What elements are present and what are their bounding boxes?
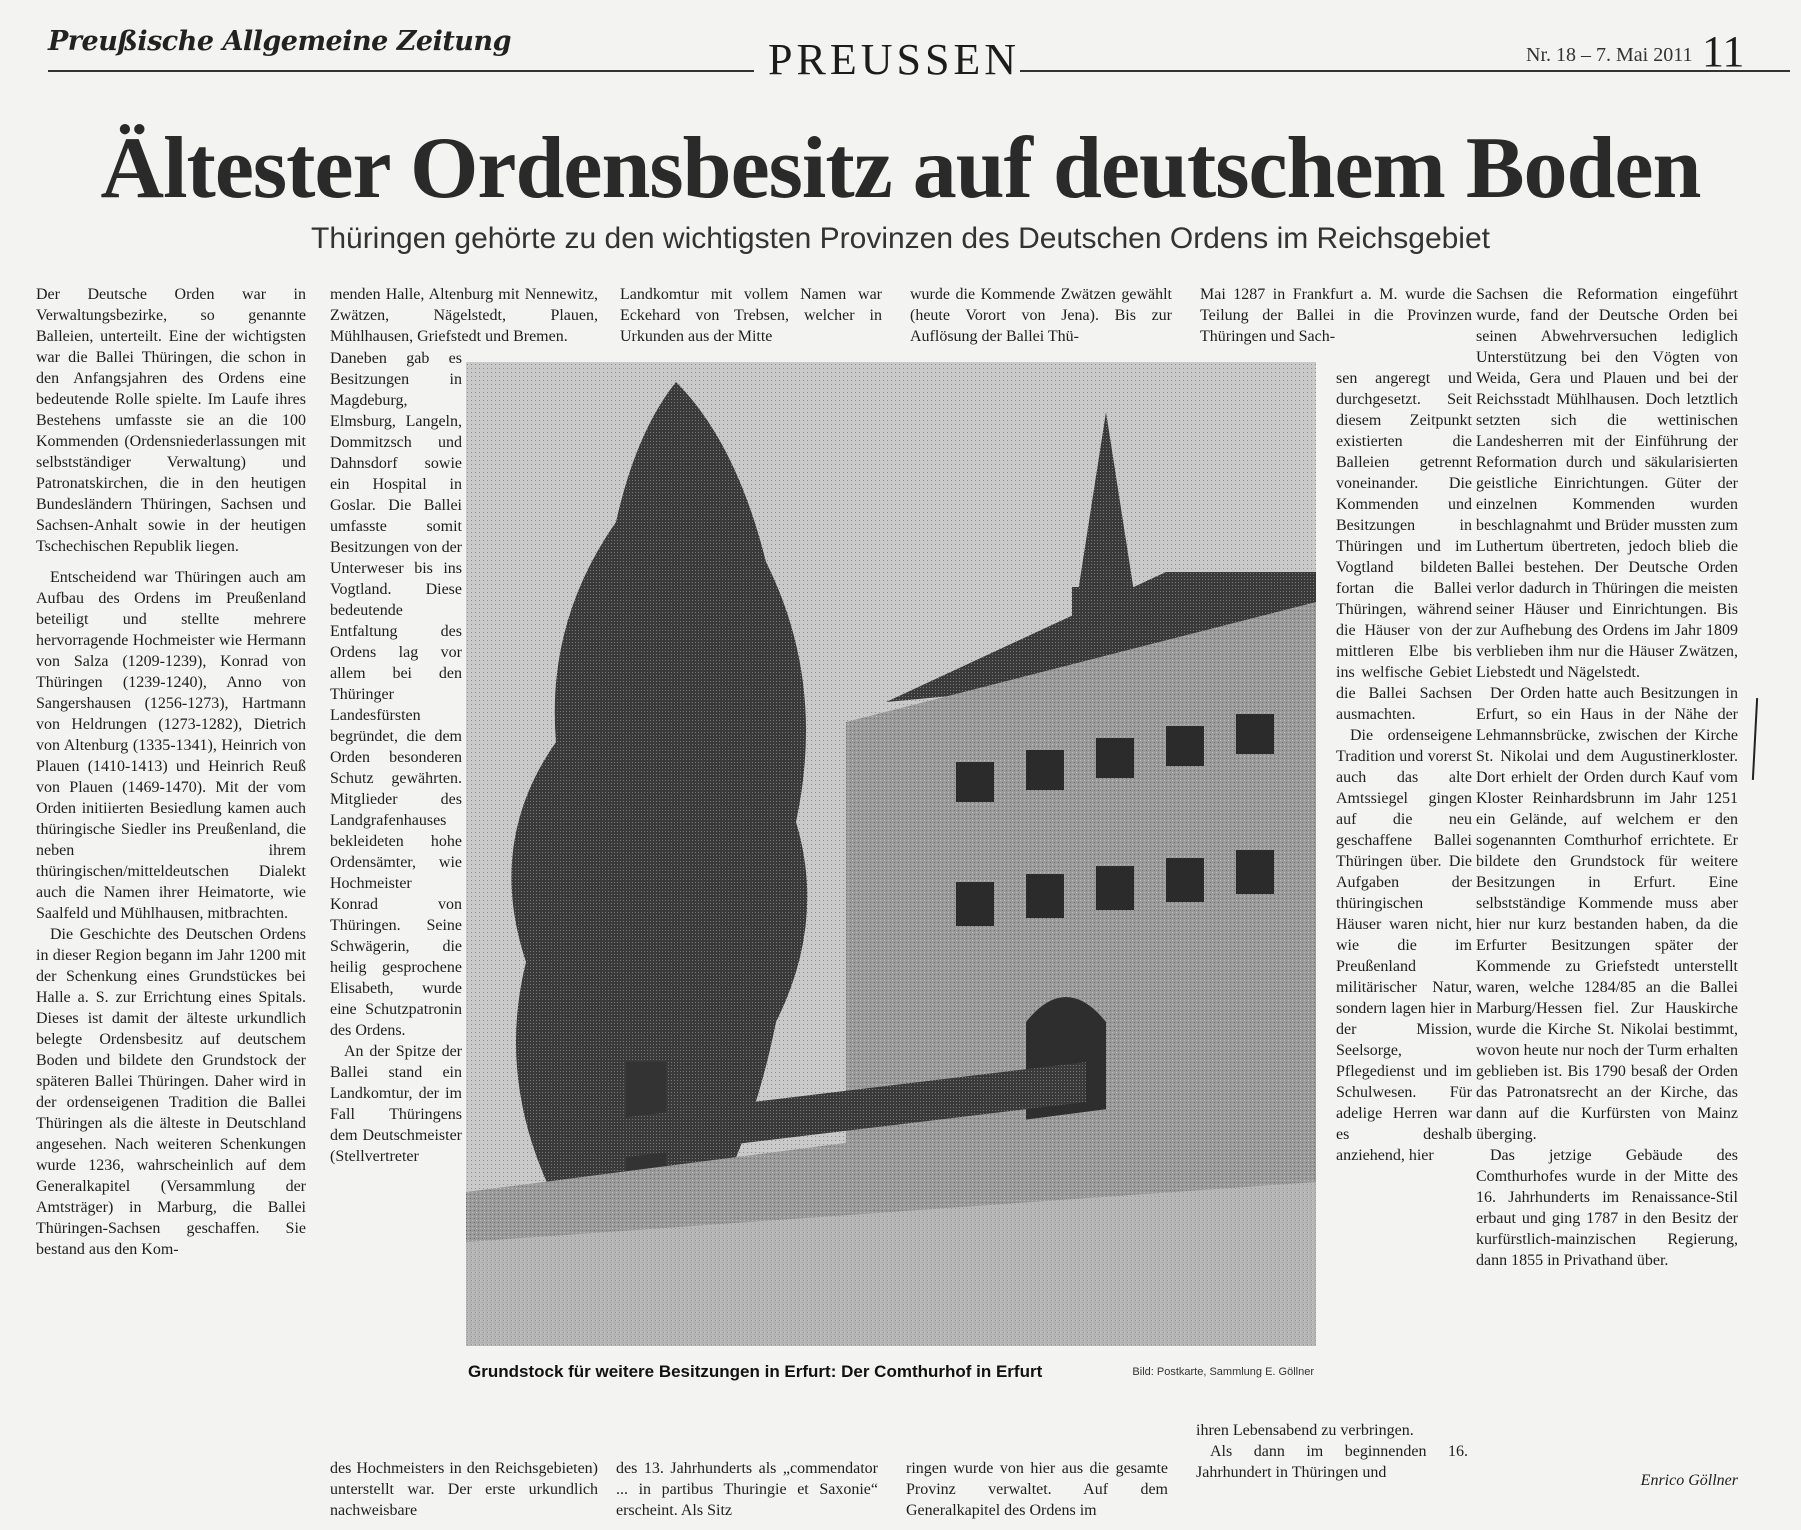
paragraph: ihren Lebensabend zu verbringen. (1196, 1422, 1414, 1439)
paragraph: Die ordenseigene Tradition und vorerst auch das alte Amtssiegel gingen auf die neu geschaffene Ballei Thüringen über. Die Aufgaben der thüringischen Häuser waren nicht, wie die im Preußenland militärischer Natur, sondern lagen hier in der Mission, Seelsorge, Pflegedienst und im Schulwesen. Für adelige Herren war es deshalb anziehend, hier (1336, 727, 1472, 1164)
paragraph: Als dann im beginnenden 16. Jahrhundert in Thüringen und (1196, 1443, 1468, 1481)
paragraph: Mai 1287 in Frankfurt a. M. wurde die Teilung der Ballei in die Provinzen Thüringen und Sach- (1200, 286, 1472, 345)
article-photo (466, 362, 1316, 1346)
author-byline: Enrico Göllner (1640, 1472, 1738, 1489)
page-number: 11 (1702, 27, 1745, 76)
paragraph: wurde die Kommende Zwätzen gewählt (heute Vorort von Jena). Bis zur Auflösung der Ballei Thü- (910, 286, 1172, 345)
paragraph: sen angeregt und durchgesetzt. Seit diesem Zeitpunkt existierten die Balleien getrennt voneinander. Die Kommenden und Besitzungen in Thüringen und im Vogtland bildeten fortan die Ballei Thüringen, während die Häuser von der mittleren Elbe bis ins welfische Gebiet die Ballei Sachsen ausmachten. (1336, 370, 1472, 723)
comthurhof-illustration (466, 362, 1316, 1346)
column-3-top (620, 284, 882, 347)
column-4-bottom (906, 1458, 1168, 1521)
column-2-bottom (330, 1458, 598, 1521)
paragraph: Der Orden hatte auch Besitzungen in Erfurt, so ein Haus in der Nähe der Lehmannsbrücke, zwischen der Kirche St. Nikolai und dem Augustinerkloster. Dort erhielt der Orden durch Kauf vom Kloster Reinhardsbrunn im Jahr 1251 ein Gelände, auf welchem er den sogenannten Comthurhof errichtete. Er bildete den Grundstock für weitere Besitzungen in Erfurt. Eine selbstständige Kommende muss aber hier nur kurz bestanden haben, da die Erfurter Besitzungen später der Kommende zu Griefstedt unterstellt waren, welche 1284/85 an die Ballei Marburg/Hessen fiel. Zur Hauskirche wurde die Kirche St. Nikolai bestimmt, wovon heute nur noch der Turm erhalten geblieben ist. Bis 1790 besaß der Orden das Patronatsrecht an der Kirche, das dann auf die Kurfürsten von Mainz überging. (1476, 685, 1738, 1143)
paragraph: An der Spitze der Ballei stand ein Landkomtur, der im Fall Thüringens dem Deutschmeister (Stellvertreter (330, 1043, 462, 1165)
masthead-rule-left (48, 70, 754, 72)
column-5 (1336, 368, 1472, 1166)
newspaper-name: Preußische Allgemeine Zeitung (48, 26, 511, 57)
section-title: PREUSSEN (768, 35, 1021, 84)
paragraph: Die Geschichte des Deutschen Ordens in dieser Region begann im Jahr 1200 mit der Schenkung eines Grundstückes bei Halle a. S. zur Errichtung eines Spitals. Dieses ist damit der älteste urkundlich belegte Ordensbesitz auf deutschem Boden und bildete den Grundstock der späteren Ballei Thüringen. Daher wird in der ordenseigenen Tradition die Ballei Thüringen als die älteste in Deutschland angesehen. Nach weiteren Schenkungen wurde 1236, wahrscheinlich auf dem Generalkapitel (Versammlung der Amtsträger) in Marburg, die Ballei Thüringen-Sachsen geschaffen. Sie bestand aus den Kom- (36, 926, 306, 1258)
photo-credit: Bild: Postkarte, Sammlung E. Göllner (1132, 1366, 1314, 1378)
issue-date: Nr. 18 – 7. Mai 2011 (1526, 44, 1693, 66)
photo-caption: Grundstock für weitere Besitzungen in Erfurt: Der Comthurhof in Erfurt (468, 1362, 1043, 1381)
paragraph: Das jetzige Gebäude des Comthurhofes wurde in der Mitte des 16. Jahrhunderts im Renaissance-Stil erbaut und ging 1787 in den Besitz der kurfürstlich-mainzischen Regierung, dann 1855 in Privathand über. (1476, 1147, 1738, 1269)
paragraph: des Hochmeisters in den Reichsgebieten) unterstellt war. Der erste urkundlich nachweisbare (330, 1460, 598, 1519)
paragraph: Landkomtur mit vollem Namen war Eckehard von Trebsen, welcher in Urkunden aus der Mitte (620, 286, 882, 345)
paragraph: Daneben gab es Besitzungen in Magdeburg, Elmsburg, Langeln, Dommitzsch und Dahnsdorf sowie ein Hospital in Goslar. Die Ballei umfasste somit Besitzungen von der Unterweser bis ins Vogtland. Diese bedeutende Entfaltung des Ordens lag vor allem bei den Thüringer Landesfürsten begründet, die dem Orden besonderen Schutz gewährten. Mitglieder des Landgrafenhauses bekleideten hohe Ordensämter, wie Hochmeister Konrad von Thüringen. Seine Schwägerin, die heilig gesprochene Elisabeth, wurde eine Schutzpatronin des Ordens. (330, 350, 462, 1039)
paragraph: ringen wurde von hier aus die gesamte Provinz verwaltet. Auf dem Generalkapitel des Ordens im (906, 1460, 1168, 1519)
column-2-top (330, 284, 598, 347)
photo-caption-bar (466, 1362, 1316, 1388)
masthead (48, 22, 1748, 82)
column-1 (36, 284, 306, 1260)
column-4-top (910, 284, 1172, 347)
article-subheadline: Thüringen gehörte zu den wichtigsten Provinzen des Deutschen Ordens im Reichsgebiet (311, 222, 1490, 255)
article-headline: Ältester Ordensbesitz auf deutschem Boden (100, 120, 1701, 217)
paragraph: menden Halle, Altenburg mit Nennewitz, Zwätzen, Nägelstedt, Plauen, Mühlhausen, Griefstedt und Bremen. (330, 286, 598, 345)
masthead-rule-right (1020, 70, 1790, 72)
column-2 (330, 348, 462, 1167)
paragraph: Der Deutsche Orden war in Verwaltungsbezirke, so genannte Balleien, unterteilt. Eine der wichtigsten war die Ballei Thüringen, die schon in den Anfangsjahren des Ordens eine bedeutende Rolle spielte. Im Laufe ihres Bestehens umfasste sie an die 100 Kommenden (Ordensniederlassungen mit selbstständiger Verwaltung) und Patronatskirchen, die in den heutigen Bundesländern Thüringen, Sachsen und Sachsen-Anhalt sowie in der heutigen Tschechischen Republik liegen. (36, 286, 306, 555)
column-5-top (1200, 284, 1472, 347)
pen-margin-mark (1752, 698, 1758, 780)
column-3-bottom (616, 1458, 878, 1521)
column-5-bottom (1196, 1420, 1468, 1483)
column-6 (1476, 284, 1738, 1271)
paragraph: Entscheidend war Thüringen auch am Aufbau des Ordens im Preußenland beteiligt und stellte mehrere hervorragende Hochmeister wie Hermann von Salza (1209-1239), Konrad von Thüringen (1239-1240), Anno von Sangershausen (1256-1273), Hartmann von Heldrungen (1273-1282), Dietrich von Altenburg (1335-1341), Heinrich von Plauen (1410-1413) und Heinrich Reuß von Plauen (1469-1470). Mit der vom Orden initiierten Besiedlung kamen auch thüringische Siedler ins Preußenland, die neben ihrem thüringischen/mitteldeutschen Dialekt auch die Namen ihrer Heimatorte, wie Saalfeld und Mühlhausen, mitbrachten. (36, 569, 306, 922)
paragraph: Sachsen die Reformation eingeführt wurde, fand der Deutsche Orden bei seinen Abwehrversuchen lediglich Unterstützung bei den Vögten von Weida, Gera und Plauen und bei der Reichsstadt Mühlhausen. Doch letztlich setzten sich die wettinischen Landesherren mit der Einführung der Reformation durch und säkularisierten geistliche Einrichtungen. Güter der einzelnen Kommenden wurden beschlagnahmt und Brüder mussten zum Luthertum übertreten, jedoch blieb die Ballei bestehen. Der Deutsche Orden verlor dadurch in Thüringen die meisten seiner Häuser und Einrichtungen. Bis zur Aufhebung des Ordens im Jahr 1809 verblieben ihm nur die Häuser Zwätzen, Liebstedt und Nägelstedt. (1476, 286, 1738, 681)
paragraph: des 13. Jahrhunderts als „commendator ... in partibus Thuringie et Saxonie“ erscheint. Als Sitz (616, 1460, 878, 1519)
